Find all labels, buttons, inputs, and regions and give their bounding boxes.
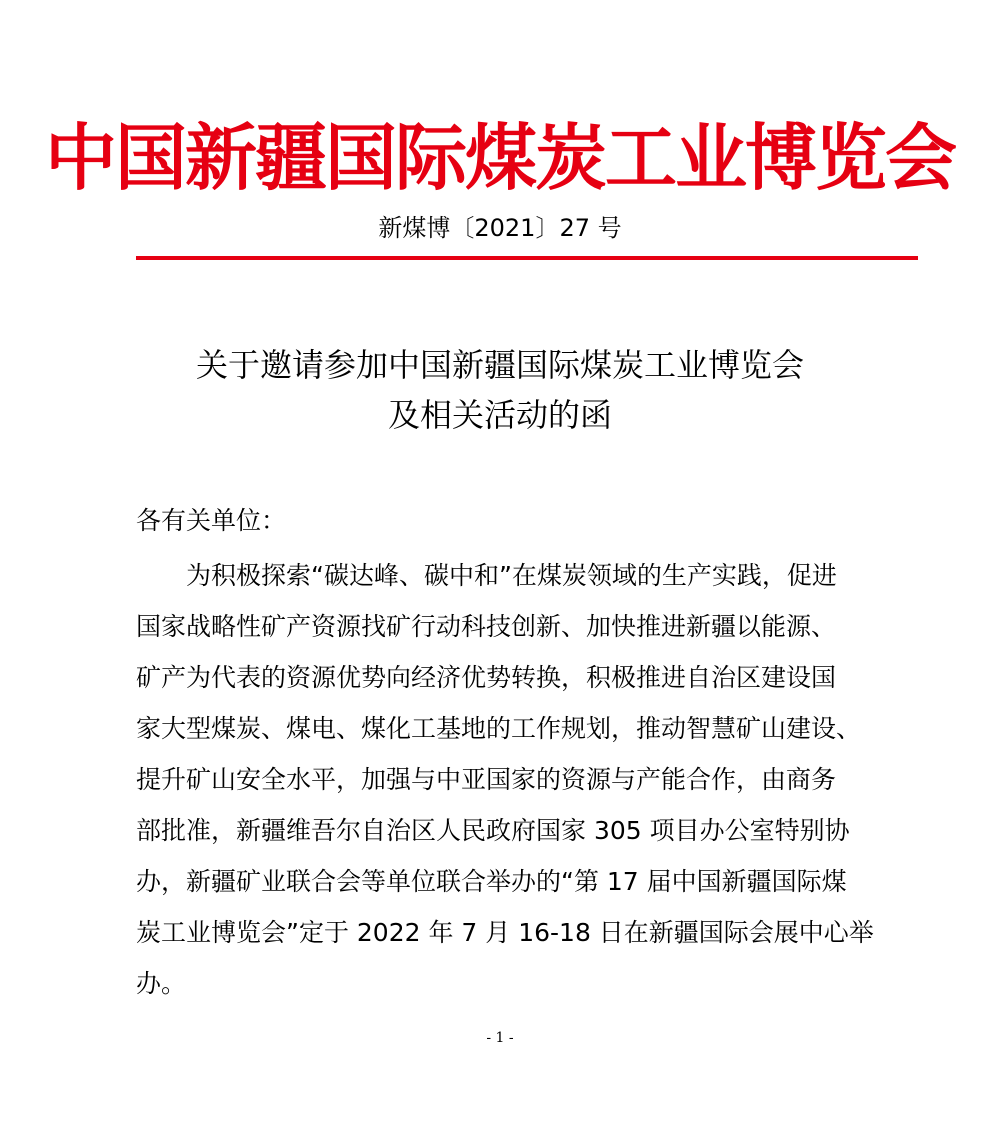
salutation: 各有关单位： (136, 506, 287, 535)
body-line: 为积极探索“碳达峰、碳中和”在煤炭领域的生产实践，促进 (186, 561, 837, 590)
body-line: 部批准，新疆维吾尔自治区人民政府国家 305 项目办公室特别协 (136, 816, 850, 845)
document-subject (0, 340, 1000, 440)
body-line: 矿产为代表的资源优势向经济优势转换，积极推进自治区建设国 (136, 663, 837, 692)
body-line: 炭工业博览会”定于 2022 年 7 月 16-18 日在新疆国际会展中心举 (136, 918, 874, 947)
page-number: - 1 - (486, 1030, 514, 1046)
body-paragraph (136, 550, 896, 1009)
subject-line: 及相关活动的函 (387, 396, 612, 434)
body-line: 国家战略性矿产资源找矿行动科技创新、加快推进新疆以能源、 (136, 612, 837, 641)
body-line: 办。 (136, 969, 187, 998)
body-line: 提升矿山安全水平，加强与中亚国家的资源与产能合作，由商务 (136, 765, 837, 794)
body-line: 办，新疆矿业联合会等单位联合举办的“第 17 届中国新疆国际煤 (136, 867, 847, 896)
subject-line: 关于邀请参加中国新疆国际煤炭工业博览会 (195, 346, 804, 384)
body-line: 家大型煤炭、煤电、煤化工基地的工作规划，推动智慧矿山建设、 (136, 714, 862, 743)
document-number: 新煤博〔2021〕27 号 (378, 214, 622, 242)
organization-title: 中国新疆国际煤炭工业博览会 (44, 116, 955, 200)
red-header-rule (136, 256, 918, 260)
